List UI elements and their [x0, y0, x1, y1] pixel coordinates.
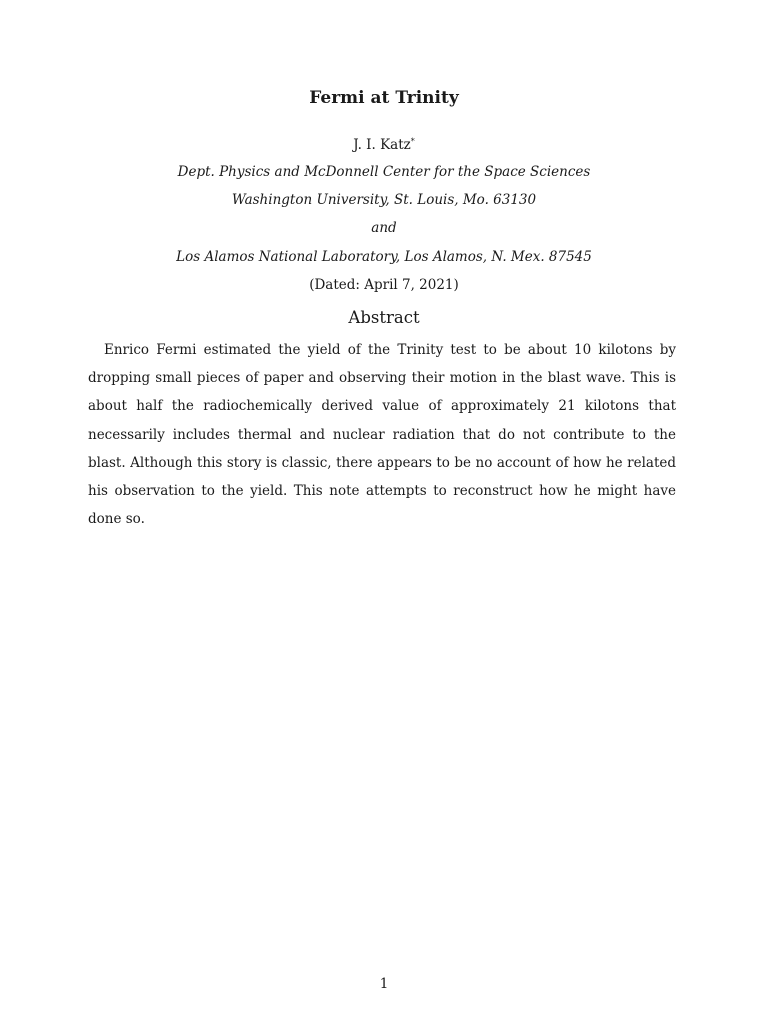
affiliation-join: and [371, 220, 397, 236]
abstract-text: Enrico Fermi estimated the yield of the Trinity test to be about 10 kilotons by dropping small pieces of paper and observing their motion in the blast wave. This is about half the radiochemically derived value of approximately 21 kilotons that necessarily includes thermal and nuclear radiation that do not contribute to the blast. Although this story is classic, there appears to be no account of how he related his observation to the yield. This note attempts to reconstruct how he might have done so. [88, 342, 676, 528]
affiliation-1: Dept. Physics and McDonnell Center for the Space Sciences [177, 164, 591, 180]
affiliation-3: Los Alamos National Laboratory, Los Alamos, N. Mex. 87545 [176, 249, 592, 265]
author-footnote-mark[interactable]: * [410, 137, 415, 146]
abstract-heading: Abstract [348, 308, 420, 327]
paper-title: Fermi at Trinity [309, 88, 459, 108]
affiliation-2: Washington University, St. Louis, Mo. 63130 [231, 192, 537, 208]
author-line [0, 137, 768, 153]
dated-line: (Dated: April 7, 2021) [309, 277, 459, 293]
page-number: 1 [379, 976, 389, 992]
author-name: J. I. Katz [353, 137, 411, 153]
